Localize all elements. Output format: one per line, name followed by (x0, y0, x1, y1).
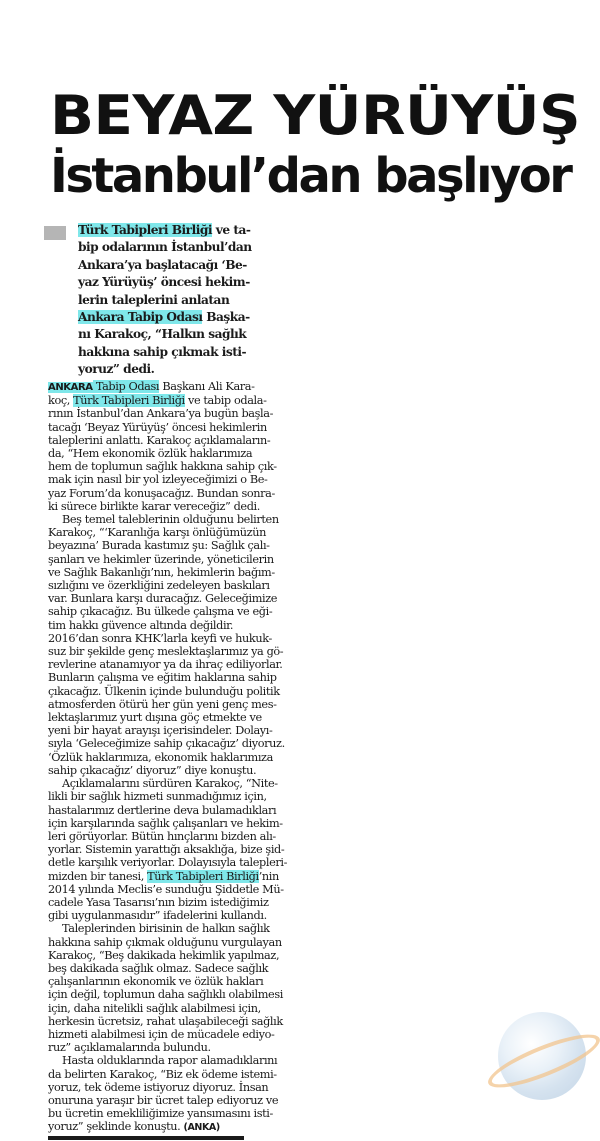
body-line: da, “Hem ekonomik özlük haklarımıza (48, 447, 253, 461)
lead-marker (44, 226, 66, 240)
body-line: hem de toplumun sağlık hakkına sahip çık- (48, 460, 277, 474)
body-line: gibi uygulanmasıdır” ifadelerini kullandı. (48, 909, 267, 923)
body-line: sahip çıkacağız’ diyoruz” diye konuştu. (48, 763, 257, 777)
body-line: hastalarımız dertlerine deva bulamadıkları (48, 803, 277, 817)
body-line: taleplerini anlattı. Karakoç açıklamaların- (48, 433, 271, 447)
body-line: 2016’dan sonra KHK’larla keyfi ve hukuk- (48, 631, 272, 645)
body-line: mak için nasıl bir yol izleyeceğimizi o Be- (48, 473, 268, 487)
body-line: hakkına sahip çıkmak olduğunu vurgulayan (48, 935, 282, 949)
body-line: tim hakkı güvence altında değildir. (48, 618, 234, 632)
highlight-keyword: Tabip Odası (92, 380, 160, 393)
body-line: suz bir şekilde genç meslektaşlarımız ya gö- (48, 645, 284, 659)
body-text: ’nin (258, 869, 279, 883)
body-line: için değil, toplumun daha sağlıklı olabilmesi (48, 988, 283, 1002)
highlight-keyword: ANKARA (48, 382, 93, 393)
body-line: bu ücretin emekliliğimize yansımasını isti- (48, 1107, 273, 1121)
body-line: yaz Forum’da konuşacağız. Bundan sonra- (48, 486, 275, 500)
lead-line (78, 222, 300, 239)
body-text: yoruz” şeklinde konuştu. (48, 1120, 184, 1134)
highlight-keyword: Türk Tabipleri Birliği (78, 223, 213, 237)
lead-line: hakkına sahip çıkmak isti- (78, 344, 247, 359)
body-line: ‘Özlük haklarımıza, ekonomik haklarımıza (48, 750, 273, 764)
body-line: yorlar. Sistemin yarattığı aksaklığa, bize şid- (48, 843, 285, 857)
body-line: hizmeti alabilmesi için de mücadele ediyo- (48, 1027, 275, 1041)
body-line (48, 380, 284, 394)
article-body (48, 380, 288, 1135)
body-line: şanları ve hekimler üzerinde, yöneticilerin (48, 552, 274, 566)
body-line: Bunların çalışma ve eğitim haklarına sahip (48, 671, 277, 685)
body-line: beş dakikada sağlık olmaz. Sadece sağlık (48, 961, 269, 975)
body-line (48, 1120, 284, 1134)
body-text: Başkanı Ali Kara- (159, 380, 255, 393)
lead-line: Ankara’ya başlatacağı ‘Be- (78, 257, 247, 272)
body-line: Karakoç, “Beş dakikada hekimlik yapılmaz, (48, 948, 280, 962)
body-line: beyazına’ Burada kastımız şu: Sağlık çalı- (48, 539, 270, 553)
body-text: ve tabip odala- (184, 394, 267, 408)
lead-line: yaz Yürüyüş’ öncesi hekim- (78, 275, 250, 290)
body-line: çalışanlarının ekonomik ve özlük hakları (48, 975, 264, 989)
body-line: Karakoç, “‘Karanlığa karşı önlüğümüzün (48, 526, 266, 540)
body-line: yeni bir hayat arayışı içerisindeler. Dolayı- (48, 724, 273, 738)
body-line (48, 394, 284, 407)
lead-paragraph (78, 222, 300, 379)
body-line: ruz” açıklamalarında bulundu. (48, 1041, 211, 1055)
body-line (48, 870, 284, 883)
body-text: koç, (48, 394, 74, 408)
body-line: onuruna yaraşır bir ücret talep ediyoruz ve (48, 1093, 279, 1107)
body-line: sıyla ‘Geleceğimize sahip çıkacağız’ diyoruz. (48, 737, 285, 751)
body-line: Açıklamalarını sürdüren Karakoç, “Nite- (62, 777, 278, 791)
body-line: ve Sağlık Bakanlığı’nın, hekimlerin bağım- (48, 565, 275, 579)
body-text: mizden bir tanesi, (48, 869, 148, 883)
body-line: tacağı ‘Beyaz Yürüyüş’ öncesi hekimlerin (48, 420, 267, 434)
body-line: likli bir sağlık hizmeti sunmadığımız için, (48, 790, 267, 804)
headline-line-2: İstanbul’dan başlıyor (50, 148, 571, 204)
body-line: çıkacağız. Ülkenin içinde bulunduğu politik (48, 684, 280, 698)
body-line: revlerine atanamıyor ya da ihraç ediliyorlar. (48, 658, 283, 672)
lead-line: nı Karakoç, “Halkın sağlık (78, 327, 247, 342)
body-line: lektaşlarımız yurt dışına göç etmekte ve (48, 711, 262, 725)
body-line: yoruz, tek ödeme istiyoruz diyoruz. İnsan (48, 1080, 269, 1094)
highlight-keyword: Türk Tabipleri Birliği (73, 394, 185, 408)
lead-text: Başka- (202, 310, 250, 325)
lead-line (78, 309, 300, 326)
lead-text: ve ta- (212, 223, 251, 237)
bottom-rule (48, 1136, 244, 1140)
source-tag: (ANKA) (183, 1122, 220, 1134)
headline-line-1: BEYAZ YÜRÜYÜŞ (50, 84, 581, 147)
lead-line: yoruz” dedi. (78, 362, 155, 377)
body-line: Beş temel taleblerinin olduğunu belirten (62, 513, 279, 527)
body-line: için, daha nitelikli sağlık alabilmesi için, (48, 1001, 261, 1015)
body-line: atmosferden ötürü her gün yeni genç mes- (48, 697, 277, 711)
body-line: detle karşılık veriyorlar. Dolayısıyla talepleri- (48, 856, 288, 870)
body-line: Hasta olduklarında rapor alamadıklarını (62, 1054, 278, 1068)
highlight-keyword: Ankara Tabip Odası (78, 310, 203, 325)
lead-line: lerin taleplerini anlatan (78, 292, 230, 307)
body-line: Taleplerinden birisinin de halkın sağlık (62, 922, 270, 936)
body-line: var. Bunlara karşı duracağız. Geleceğimize (48, 592, 278, 606)
body-line: 2014 yılında Meclis’e sunduğu Şiddetle Mü- (48, 882, 284, 896)
body-line: herkesin ücretsiz, rahat ulaşabileceği sağlık (48, 1014, 283, 1028)
body-line: leri görüyorlar. Bütün hınçlarını bizden alı- (48, 829, 276, 843)
body-line: da belirten Karakoç, “Biz ek ödeme istemi- (48, 1067, 277, 1081)
lead-line: bip odalarının İstanbul’dan (78, 240, 252, 255)
highlight-keyword: Türk Tabipleri Birliği (147, 869, 259, 883)
body-line: cadele Yasa Tasarısı’nın bizim istediğimiz (48, 895, 269, 909)
body-line: sahip çıkacağız. Bu ülkede çalışma ve eği- (48, 605, 273, 619)
body-line: için karşılarında sağlık çalışanları ve hekim- (48, 816, 283, 830)
body-line: ki sürece birlikte karar vereceğiz” dedi. (48, 499, 260, 513)
body-line: rının İstanbul’dan Ankara’ya bugün başla- (48, 407, 273, 421)
body-line: sızlığını ve özerkliğini zedeleyen baskıları (48, 579, 270, 593)
